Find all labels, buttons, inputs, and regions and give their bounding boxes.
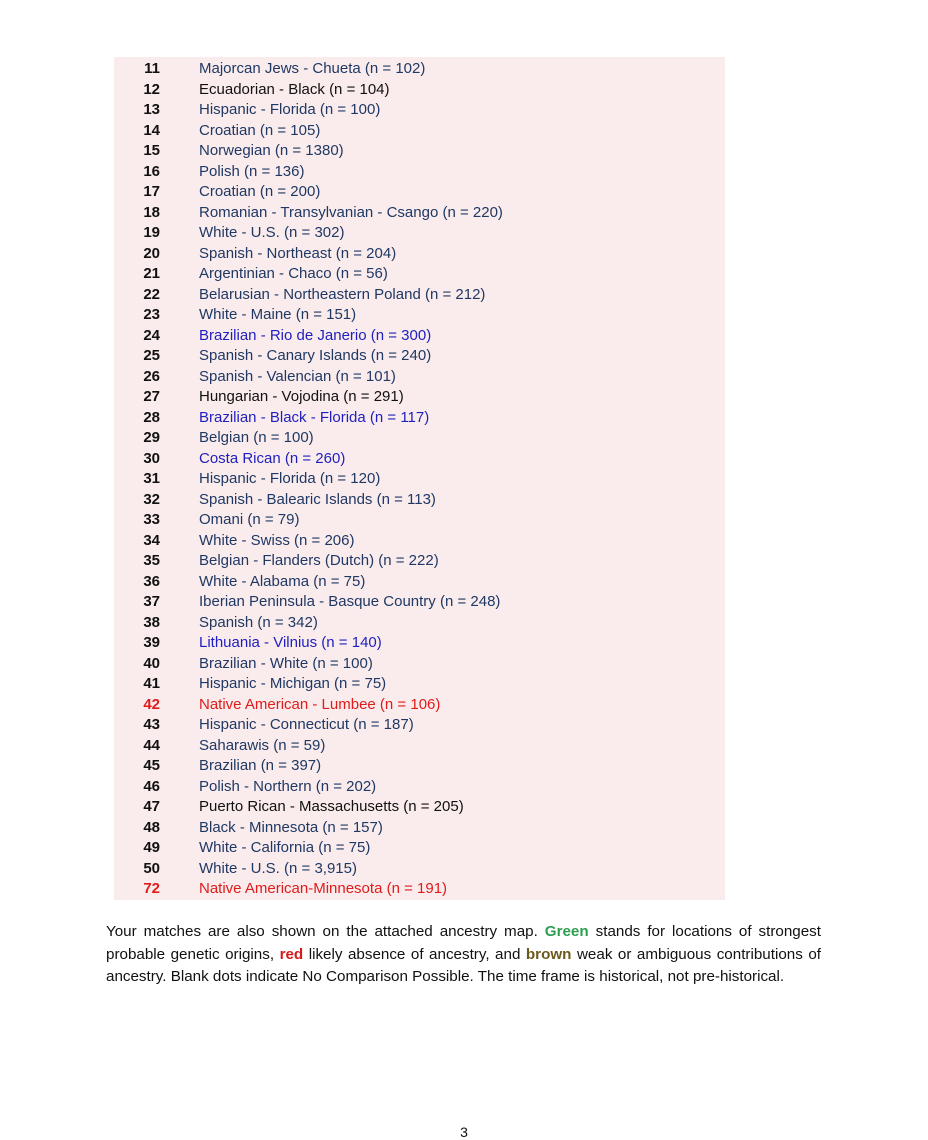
table-row [114, 654, 725, 675]
row-population-label: Hispanic - Florida (n = 120) [199, 470, 381, 487]
row-rank: 24 [143, 326, 160, 344]
row-rank: 46 [143, 777, 160, 795]
table-row [114, 879, 725, 900]
row-rank: 29 [143, 429, 160, 446]
row-population-label: Belgian - Flanders (Dutch) (n = 222) [199, 552, 439, 569]
table-row [114, 633, 725, 654]
row-rank: 14 [143, 121, 160, 139]
row-rank: 48 [143, 818, 160, 836]
row-rank: 31 [143, 470, 160, 487]
row-rank: 23 [143, 306, 160, 323]
row-rank: 33 [143, 511, 160, 528]
row-population-label: Belgian (n = 100) [199, 429, 314, 446]
table-row [114, 695, 725, 716]
row-rank: 16 [143, 162, 160, 180]
table-row [114, 80, 725, 101]
table-row [114, 777, 725, 798]
population-matches-list [114, 59, 725, 900]
row-rank: 42 [143, 695, 160, 713]
table-row [114, 756, 725, 777]
row-rank: 38 [143, 613, 160, 631]
row-population-label: Native American - Lumbee (n = 106) [199, 695, 441, 713]
row-rank: 15 [143, 142, 160, 159]
row-rank: 39 [143, 634, 160, 651]
row-population-label: Spanish - Canary Islands (n = 240) [199, 347, 432, 364]
row-population-label: Majorcan Jews - Chueta (n = 102) [199, 60, 426, 77]
table-row [114, 531, 725, 552]
table-row [114, 367, 725, 388]
table-row [114, 121, 725, 142]
table-row [114, 100, 725, 121]
row-rank: 37 [143, 593, 160, 610]
row-rank: 17 [143, 183, 160, 200]
explanation-text-3: likely absence of ancestry, and [303, 945, 526, 963]
row-population-label: Brazilian (n = 397) [199, 757, 322, 774]
row-rank: 44 [143, 736, 160, 754]
row-population-label: White - U.S. (n = 302) [199, 224, 345, 241]
row-population-label: Spanish - Northeast (n = 204) [199, 244, 397, 262]
table-row [114, 510, 725, 531]
table-row [114, 387, 725, 408]
row-population-label: White - Maine (n = 151) [199, 306, 357, 323]
row-population-label: Costa Rican (n = 260) [199, 449, 346, 467]
red-keyword: red [279, 945, 304, 963]
row-rank: 13 [143, 101, 160, 118]
table-row [114, 592, 725, 613]
row-population-label: White - California (n = 75) [199, 839, 371, 856]
row-rank: 19 [143, 224, 160, 241]
row-rank: 30 [143, 449, 160, 467]
ancestry-map-explanation [106, 921, 821, 989]
row-rank: 22 [143, 285, 160, 303]
row-population-label: Belarusian - Northeastern Poland (n = 212) [199, 285, 486, 303]
row-rank: 27 [143, 388, 160, 405]
row-population-label: White - Alabama (n = 75) [199, 572, 366, 590]
row-rank: 34 [143, 531, 160, 549]
row-rank: 45 [143, 757, 160, 774]
row-rank: 49 [143, 839, 160, 856]
row-population-label: Brazilian - Rio de Janerio (n = 300) [199, 326, 432, 344]
row-rank: 12 [143, 80, 160, 98]
row-population-label: Brazilian - Black - Florida (n = 117) [199, 408, 430, 426]
row-population-label: Spanish - Valencian (n = 101) [199, 367, 396, 385]
explanation-text-2: stands for locations of strongest probable genetic origins, [106, 923, 821, 963]
table-row [114, 428, 725, 449]
green-keyword: Green [544, 923, 589, 940]
row-population-label: White - U.S. (n = 3,915) [199, 859, 357, 877]
row-rank: 40 [143, 654, 160, 672]
row-population-label: Argentinian - Chaco (n = 56) [199, 265, 388, 282]
table-row [114, 141, 725, 162]
table-row [114, 285, 725, 306]
table-row [114, 490, 725, 511]
row-rank: 18 [143, 203, 160, 221]
row-population-label: Hispanic - Michigan (n = 75) [199, 675, 387, 692]
row-rank: 32 [143, 490, 160, 508]
row-rank: 26 [143, 367, 160, 385]
row-population-label: Spanish (n = 342) [199, 613, 318, 631]
table-row [114, 859, 725, 880]
row-rank: 25 [143, 347, 160, 364]
table-row [114, 223, 725, 244]
row-rank: 47 [143, 798, 160, 815]
table-row [114, 715, 725, 736]
table-row [114, 162, 725, 183]
row-rank: 20 [143, 244, 160, 262]
table-row [114, 408, 725, 429]
table-row [114, 326, 725, 347]
table-row [114, 469, 725, 490]
table-row [114, 203, 725, 224]
row-population-label: Norwegian (n = 1380) [199, 142, 344, 159]
table-row [114, 182, 725, 203]
row-population-label: Polish (n = 136) [199, 162, 305, 180]
row-rank: 35 [143, 552, 160, 569]
row-population-label: Iberian Peninsula - Basque Country (n = 248) [199, 593, 501, 610]
row-population-label: Black - Minnesota (n = 157) [199, 818, 383, 836]
table-row [114, 551, 725, 572]
row-population-label: Polish - Northern (n = 202) [199, 777, 377, 795]
brown-keyword: brown [525, 945, 572, 963]
row-rank: 11 [144, 60, 160, 77]
page-number: 3 [460, 1124, 468, 1140]
row-rank: 50 [143, 859, 160, 877]
row-population-label: Croatian (n = 105) [199, 121, 321, 139]
row-rank: 43 [143, 716, 160, 733]
row-rank: 21 [143, 265, 160, 282]
row-population-label: Hispanic - Florida (n = 100) [199, 101, 381, 118]
table-row [114, 736, 725, 757]
row-population-label: Lithuania - Vilnius (n = 140) [199, 634, 382, 651]
table-row [114, 818, 725, 839]
row-population-label: Puerto Rican - Massachusetts (n = 205) [199, 798, 464, 815]
row-rank: 41 [143, 675, 160, 692]
table-row [114, 264, 725, 285]
row-population-label: Omani (n = 79) [199, 511, 300, 528]
row-population-label: Brazilian - White (n = 100) [199, 654, 373, 672]
row-population-label: Native American-Minnesota (n = 191) [199, 880, 448, 897]
row-population-label: Hispanic - Connecticut (n = 187) [199, 716, 414, 733]
row-population-label: Ecuadorian - Black (n = 104) [199, 80, 390, 98]
row-population-label: Saharawis (n = 59) [199, 736, 326, 754]
row-population-label: Romanian - Transylvanian - Csango (n = 220) [199, 203, 503, 221]
table-row [114, 346, 725, 367]
explanation-text-4: weak or ambiguous contributions of ancestry. Blank dots indicate No Comparison Possible. The time frame is historical, not pre-historical. [106, 945, 821, 985]
row-rank: 28 [143, 408, 160, 426]
row-rank: 36 [143, 572, 160, 590]
table-row [114, 838, 725, 859]
table-row [114, 59, 725, 80]
row-population-label: White - Swiss (n = 206) [199, 531, 355, 549]
population-matches-table [114, 57, 725, 900]
table-row [114, 244, 725, 265]
table-row [114, 449, 725, 470]
explanation-text-1: Your matches are also shown on the attached ancestry map. [106, 923, 545, 940]
table-row [114, 613, 725, 634]
table-row [114, 674, 725, 695]
row-rank: 72 [143, 880, 160, 897]
row-population-label: Hungarian - Vojodina (n = 291) [199, 388, 404, 405]
row-population-label: Spanish - Balearic Islands (n = 113) [199, 490, 436, 508]
table-row [114, 572, 725, 593]
table-row [114, 305, 725, 326]
table-row [114, 797, 725, 818]
row-population-label: Croatian (n = 200) [199, 183, 321, 200]
